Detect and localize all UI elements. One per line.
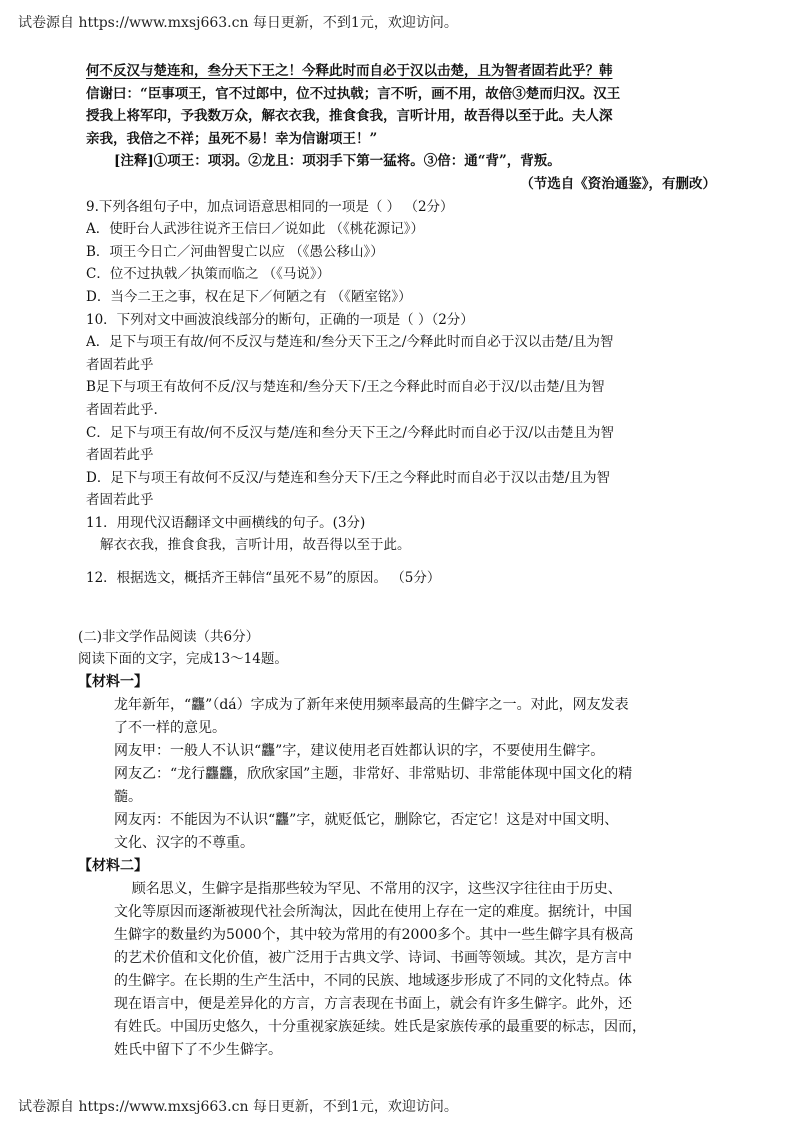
- question-stem: 11．用现代汉语翻译文中画横线的句子。(3分): [86, 514, 366, 531]
- passage-line: 何不反汉与楚连和，叁分天下王之！今释此时而自必于汉以击楚，且为智者固若此乎？韩: [86, 63, 613, 79]
- answer-option-line: B足下与项王有故何不反/汉与楚连和/叁分天下/王之今释此时而自必于汉/以击楚/且为智: [86, 379, 605, 396]
- passage-line: 授我上将军印，予我数万众，解衣衣我，推食食我，言听计用，故吾得以至于此。夫人深: [86, 108, 613, 125]
- answer-option-line: 者固若此乎: [86, 447, 154, 464]
- question-9: [86, 196, 726, 309]
- passage-notes: [注释]①项王：项羽。②龙且：项羽手下第一猛将。③倍：通“背”，背叛。: [114, 153, 561, 170]
- answer-option-line: 者固若此乎: [86, 492, 154, 509]
- material-two: [78, 855, 726, 1062]
- material-line: 的生僻字。在长期的生产生活中，不同的民族、地域逐步形成了不同的文化特点。体: [114, 972, 632, 989]
- material-title: 【材料二】: [78, 857, 148, 874]
- page-header-watermark: 试卷源自 https://www.mxsj663.cn 每日更新，不到1元，欢迎访问。: [18, 15, 458, 31]
- answer-option-line: A．足下与项王有故/何不反汉与楚连和/叁分天下王之/今释此时而自必于汉以击楚/且为智: [86, 334, 614, 351]
- question-10: [86, 309, 726, 512]
- material-line: 网友丙：不能因为不认识“龘”字，就贬低它，删除它，否定它！这是对中国文明、: [114, 811, 619, 828]
- question-stem: 9.下列各组句子中，加点词语意思相同的一项是（ ） （2分）: [86, 198, 454, 215]
- section-instruction: 阅读下面的文字，完成13～14题。: [78, 651, 288, 668]
- passage-line: 信谢曰：“臣事项王，官不过郎中，位不过执戟；言不听，画不用，故倍③楚而归汉。汉王: [86, 85, 621, 102]
- answer-option-line: C．足下与项王有故/何不反汉与楚/连和叁分天下王之/今释此时而自必于汉/以击楚且为智: [86, 424, 615, 441]
- material-line: 生僻字的数量约为5000个，其中较为常用的有2000多个。其中一些生僻字具有极高: [114, 926, 634, 943]
- material-title: 【材料一】: [78, 673, 148, 690]
- page-footer-watermark: 试卷源自 https://www.mxsj663.cn 每日更新，不到1元，欢迎访问。: [18, 1099, 458, 1115]
- material-line: 文化、汉字的不尊重。: [114, 834, 254, 851]
- passage-line: 亲我，我倍之不祥；虽死不易！幸为信谢项王！”: [86, 130, 378, 147]
- document-body: [78, 60, 726, 1062]
- question-stem: 12．根据选文，概括齐王韩信“虽死不易”的原因。 （5分）: [86, 570, 441, 587]
- answer-option-line: D．足下与项王有故何不反汉/与楚连和叁分天下/王之今释此时而自必于汉以击楚/且为智: [86, 469, 610, 486]
- material-one: [78, 671, 726, 855]
- material-line: 有姓氏。中国历史悠久，十分重视家族延续。姓氏是家族传承的最重要的标志，因而，: [114, 1018, 646, 1035]
- answer-option-line: 者固若此乎: [86, 356, 154, 373]
- material-line: 龙年新年，“龘”（dá）字成为了新年来使用频率最高的生僻字之一。对此，网友发表: [114, 696, 629, 713]
- answer-option: D．当今二王之事，权在足下／何陋之有 （《陋室铭》）: [86, 288, 412, 305]
- section-title: (二)非文学作品阅读（共6分）: [78, 628, 260, 645]
- question-11: [86, 512, 726, 557]
- passage-source: （节选自《资治通鉴》，有删改）: [520, 175, 716, 192]
- material-line: 的艺术价值和文化价值，被广泛用于古典文学、诗词、书画等领域。其次，是方言中: [114, 949, 632, 966]
- answer-option: C．位不过执戟／执策而临之 （《马说》）: [86, 266, 331, 283]
- answer-option-line: 者固若此乎.: [86, 401, 158, 418]
- material-line: 网友甲：一般人不认识“龘”字，建议使用老百姓都认识的字，不要使用生僻字。: [114, 742, 605, 759]
- material-line: 现在语言中，便是差异化的方言，方言表现在书面上，就会有许多生僻字。此外，还: [114, 995, 632, 1012]
- answer-option: A．使盱台人武涉往说齐王信曰／说如此 （《桃花源记》）: [86, 221, 425, 238]
- translation-sentence: 解衣衣我，推食食我，言听计用，故吾得以至于此。: [100, 537, 411, 554]
- classical-passage: [86, 60, 726, 196]
- material-line: 姓氏中留下了不少生僻字。: [114, 1041, 282, 1058]
- section-non-literary-reading: [78, 626, 726, 671]
- material-line: 了不一样的意见。: [114, 719, 226, 736]
- question-12: [86, 567, 726, 590]
- material-line: 顾名思义，生僻字是指那些较为罕见、不常用的汉字，这些汉字往往由于历史、: [114, 880, 622, 897]
- material-line: 网友乙：“龙行龘龘，欣欣家国”主题，非常好、非常贴切、非常能体现中国文化的精: [114, 765, 633, 782]
- material-line: 髓。: [114, 788, 142, 805]
- answer-option: B．项王今日亡／河曲智叟亡以应 （《愚公移山》）: [86, 243, 384, 260]
- material-line: 文化等原因而逐渐被现代社会所淘汰，因此在使用上存在一定的难度。据统计，中国: [114, 903, 632, 920]
- question-stem: 10．下列对文中画波浪线部分的断句，正确的一项是（ ）（2分）: [86, 311, 474, 328]
